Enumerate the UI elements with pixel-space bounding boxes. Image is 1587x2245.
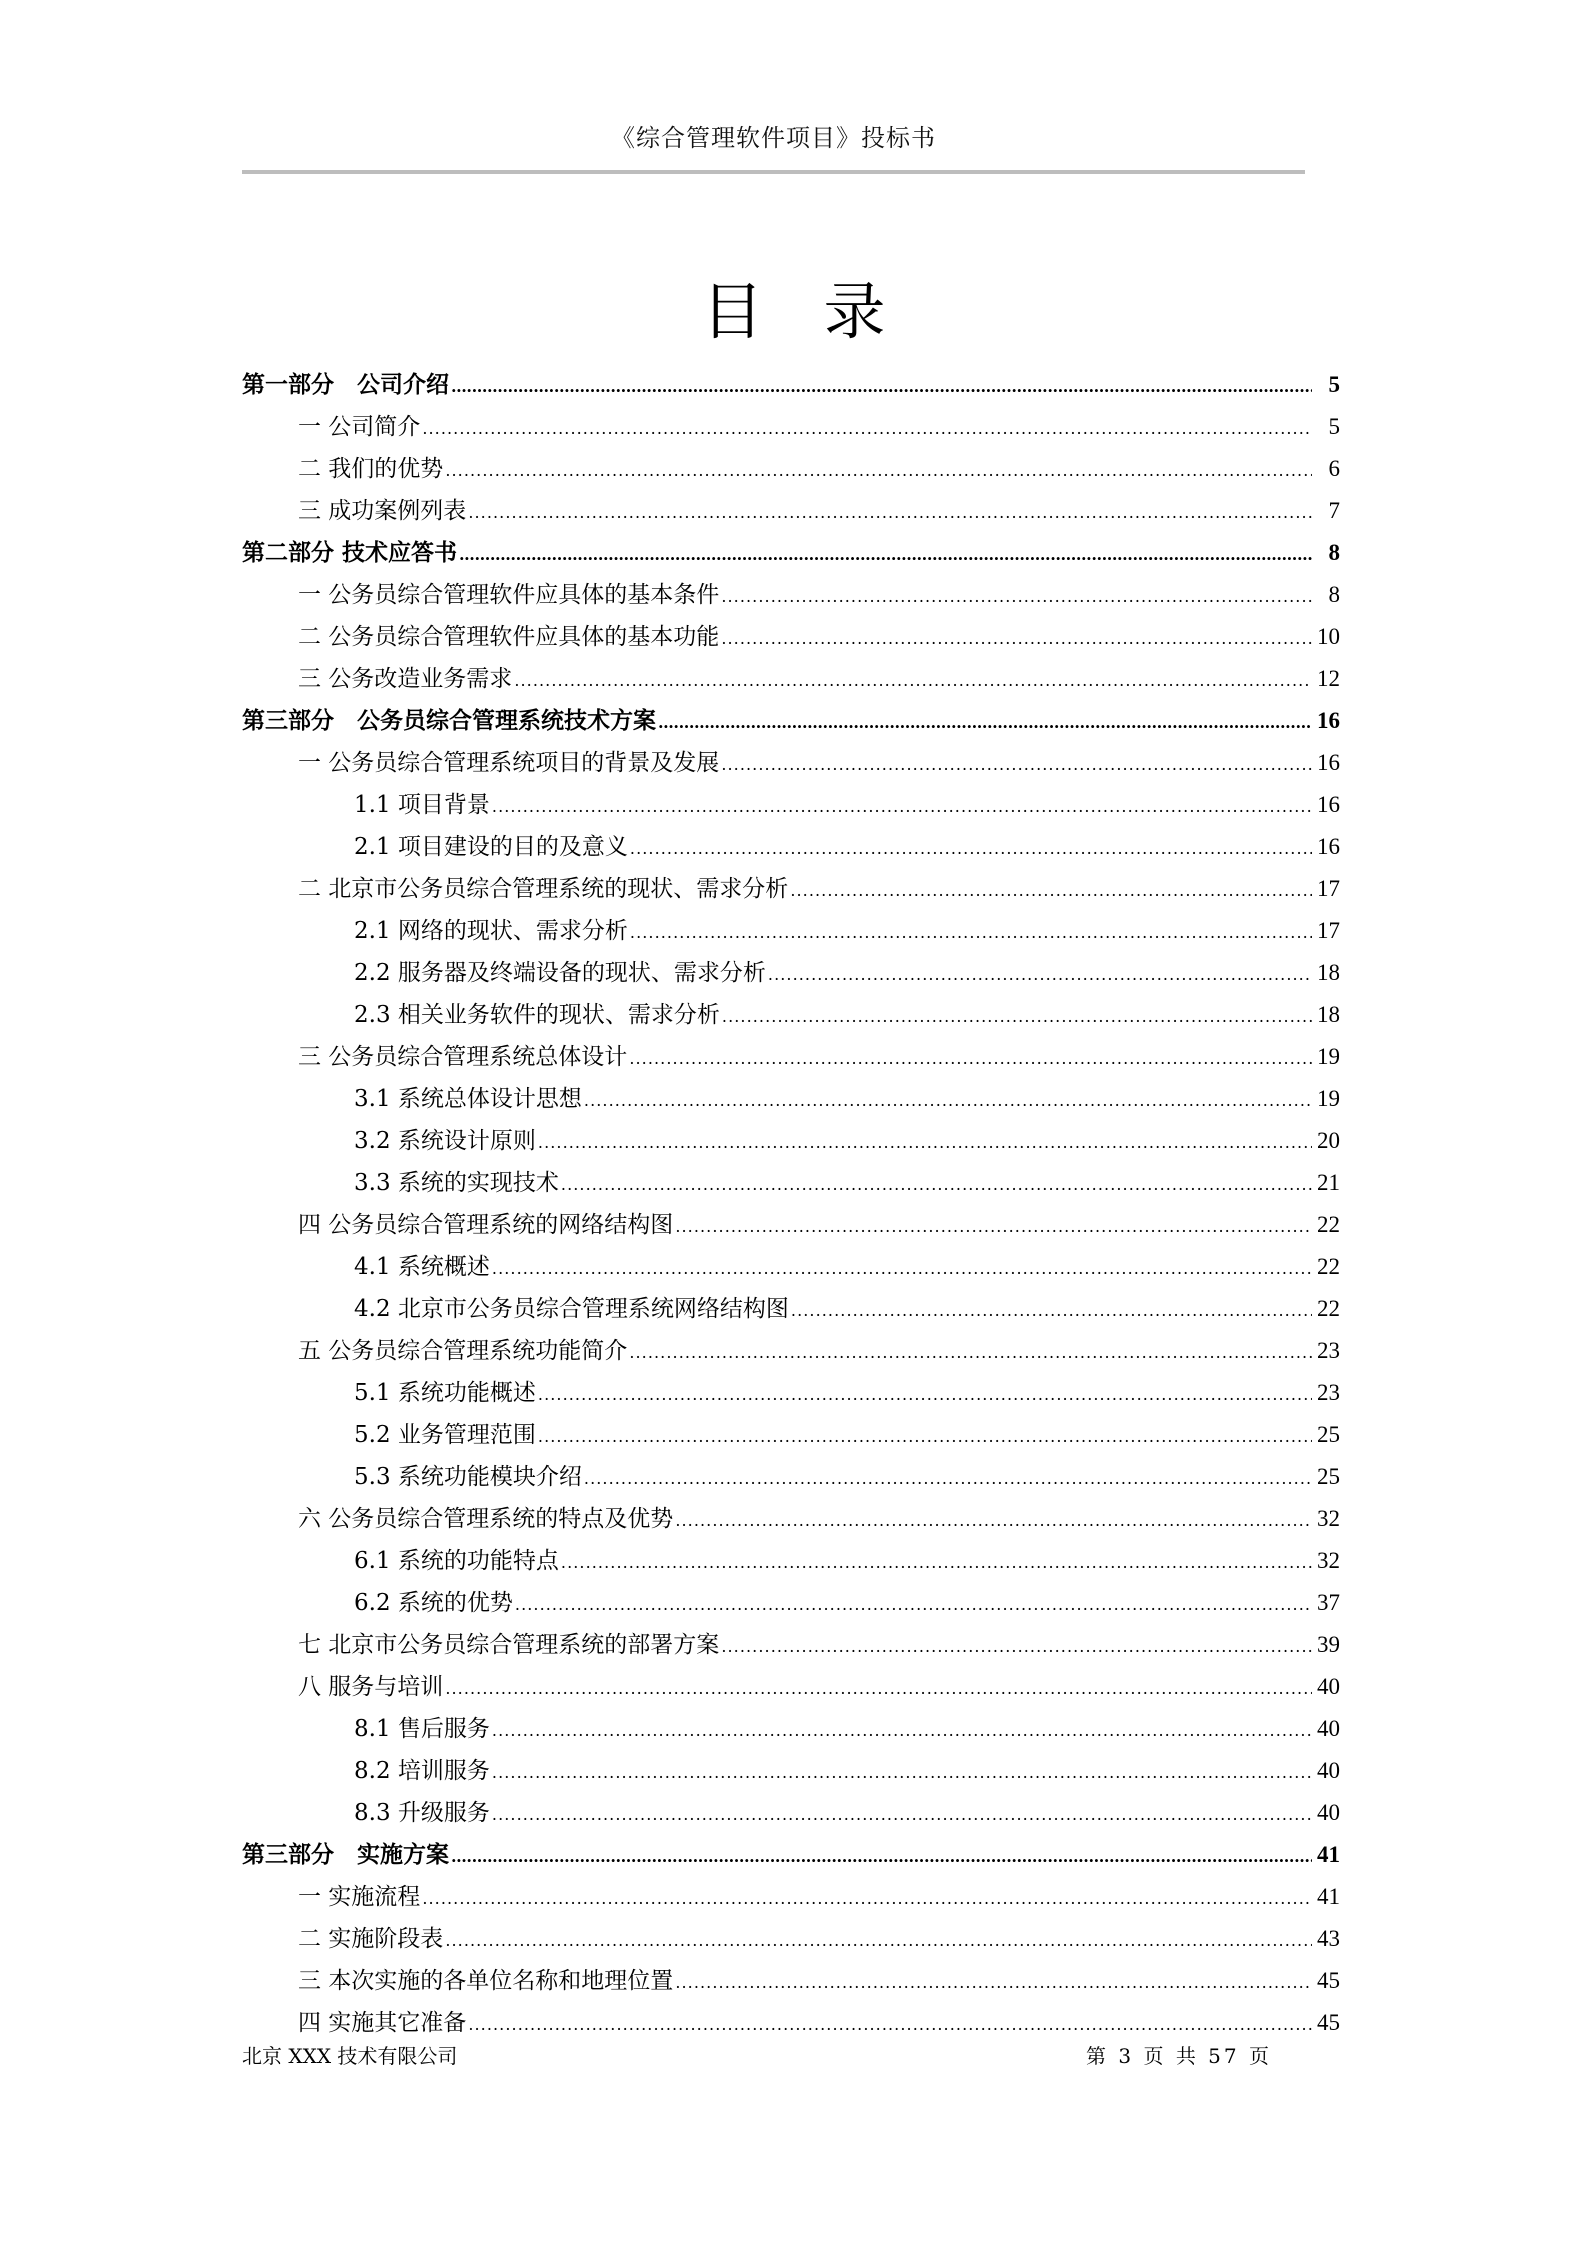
toc-entry-label: 第三部分 实施方案 bbox=[242, 1841, 449, 1868]
dot-leader bbox=[561, 1162, 1312, 1206]
toc-entry-label: 3.3 系统的实现技术 bbox=[354, 1170, 559, 1196]
toc-entry-label: 八 服务与培训 bbox=[298, 1674, 444, 1700]
dot-leader bbox=[584, 1456, 1312, 1500]
toc-entry-label: 4.2 北京市公务员综合管理系统网络结构图 bbox=[354, 1296, 789, 1322]
toc-title: 目录 bbox=[701, 275, 946, 348]
dot-leader bbox=[459, 532, 1312, 576]
toc-entry-label: 1.1 项目背景 bbox=[354, 792, 490, 818]
toc-entry-label: 6.1 系统的功能特点 bbox=[354, 1548, 559, 1574]
dot-leader bbox=[468, 490, 1312, 534]
toc-entry-page-number: 25 bbox=[1317, 1464, 1340, 1489]
dot-leader bbox=[492, 1708, 1312, 1752]
toc-entry-label: 2.2 服务器及终端设备的现状、需求分析 bbox=[354, 960, 766, 986]
dot-leader bbox=[538, 1120, 1312, 1164]
toc-entry-label: 五 公务员综合管理系统功能简介 bbox=[298, 1338, 628, 1364]
dot-leader bbox=[445, 1918, 1312, 1962]
toc-entry[interactable] bbox=[242, 1288, 1340, 1330]
toc-entry[interactable] bbox=[242, 952, 1340, 994]
toc-entry[interactable] bbox=[242, 1708, 1340, 1750]
toc-entry-page-number: 16 bbox=[1317, 792, 1340, 817]
toc-entry[interactable] bbox=[242, 1078, 1340, 1120]
toc-entry-page-number: 18 bbox=[1317, 960, 1340, 985]
toc-entry[interactable] bbox=[242, 1120, 1340, 1162]
toc-entry[interactable] bbox=[242, 700, 1340, 742]
dot-leader bbox=[790, 868, 1312, 912]
dot-leader bbox=[630, 826, 1312, 870]
toc-entry-page-number: 16 bbox=[1317, 750, 1340, 775]
toc-entry-label: 8.2 培训服务 bbox=[354, 1758, 490, 1784]
toc-entry-label: 三 公务改造业务需求 bbox=[298, 666, 513, 692]
toc-entry-label: 四 实施其它准备 bbox=[298, 2010, 467, 2036]
dot-leader bbox=[451, 364, 1312, 408]
page-header-title: 《综合管理软件项目》投标书 bbox=[611, 124, 936, 152]
toc-entry[interactable] bbox=[242, 826, 1340, 868]
toc-entry-label: 2.1 网络的现状、需求分析 bbox=[354, 918, 628, 944]
dot-leader bbox=[422, 1876, 1312, 1920]
toc-entry-label: 二 公务员综合管理软件应具体的基本功能 bbox=[298, 624, 720, 650]
toc-entry[interactable] bbox=[242, 1498, 1340, 1540]
toc-entry[interactable] bbox=[242, 1876, 1340, 1918]
toc-entry-label: 一 实施流程 bbox=[298, 1884, 421, 1910]
dot-leader bbox=[584, 1078, 1312, 1122]
toc-entry[interactable] bbox=[242, 1918, 1340, 1960]
toc-entry[interactable] bbox=[242, 784, 1340, 826]
toc-entry-label: 5.2 业务管理范围 bbox=[354, 1422, 536, 1448]
toc-entry-label: 6.2 系统的优势 bbox=[354, 1590, 513, 1616]
dot-leader bbox=[422, 406, 1312, 450]
toc-entry[interactable] bbox=[242, 1624, 1340, 1666]
dot-leader bbox=[538, 1414, 1312, 1458]
dot-leader bbox=[561, 1540, 1312, 1584]
dot-leader bbox=[492, 1792, 1312, 1836]
dot-leader bbox=[675, 1498, 1312, 1542]
toc-entry-label: 三 公务员综合管理系统总体设计 bbox=[298, 1044, 628, 1070]
dot-leader bbox=[514, 658, 1312, 702]
toc-entry[interactable] bbox=[242, 1666, 1340, 1708]
toc-entry-label: 一 公务员综合管理软件应具体的基本条件 bbox=[298, 582, 720, 608]
dot-leader bbox=[515, 1582, 1312, 1626]
toc-entry-page-number: 7 bbox=[1328, 498, 1340, 523]
toc-entry-page-number: 39 bbox=[1317, 1632, 1340, 1657]
toc-entry[interactable] bbox=[242, 1834, 1340, 1876]
toc-entry[interactable] bbox=[242, 1960, 1340, 2002]
toc-entry-page-number: 32 bbox=[1317, 1506, 1340, 1531]
toc-entry[interactable] bbox=[242, 1750, 1340, 1792]
toc-entry-page-number: 5 bbox=[1328, 414, 1340, 439]
dot-leader bbox=[721, 1624, 1312, 1668]
toc-entry-label: 二 北京市公务员综合管理系统的现状、需求分析 bbox=[298, 876, 789, 902]
toc-entry-page-number: 25 bbox=[1317, 1422, 1340, 1447]
toc-entry-page-number: 16 bbox=[1317, 708, 1340, 733]
toc-entry[interactable] bbox=[242, 1414, 1340, 1456]
toc-entry[interactable] bbox=[242, 406, 1340, 448]
toc-entry-page-number: 43 bbox=[1317, 1926, 1340, 1951]
toc-entry[interactable] bbox=[242, 2002, 1340, 2044]
toc-entry-label: 一 公司简介 bbox=[298, 414, 421, 440]
toc-entry-page-number: 20 bbox=[1317, 1128, 1340, 1153]
toc-entry-page-number: 17 bbox=[1317, 918, 1340, 943]
toc-entry-page-number: 40 bbox=[1317, 1758, 1340, 1783]
toc-entry[interactable] bbox=[242, 1372, 1340, 1414]
toc-entry-page-number: 21 bbox=[1317, 1170, 1340, 1195]
toc-entry[interactable] bbox=[242, 1330, 1340, 1372]
toc-entry[interactable] bbox=[242, 490, 1340, 532]
page-footer bbox=[242, 2040, 1272, 2069]
toc-entry-page-number: 37 bbox=[1317, 1590, 1340, 1615]
toc-entry[interactable] bbox=[242, 448, 1340, 490]
table-of-contents bbox=[242, 364, 1340, 2044]
toc-entry-label: 2.3 相关业务软件的现状、需求分析 bbox=[354, 1002, 720, 1028]
footer-page-info: 第 3 页 共 57 页 bbox=[1086, 2044, 1272, 2068]
dot-leader bbox=[721, 742, 1312, 786]
toc-entry-label: 一 公务员综合管理系统项目的背景及发展 bbox=[298, 750, 720, 776]
toc-entry-label: 5.3 系统功能模块介绍 bbox=[354, 1464, 582, 1490]
toc-entry-page-number: 18 bbox=[1317, 1002, 1340, 1027]
toc-entry-label: 三 成功案例列表 bbox=[298, 498, 467, 524]
toc-entry-label: 5.1 系统功能概述 bbox=[354, 1380, 536, 1406]
toc-entry-page-number: 8 bbox=[1328, 540, 1340, 565]
dot-leader bbox=[629, 1330, 1312, 1374]
toc-entry-label: 3.2 系统设计原则 bbox=[354, 1128, 536, 1154]
toc-entry-label: 第一部分 公司介绍 bbox=[242, 371, 449, 398]
toc-entry-page-number: 17 bbox=[1317, 876, 1340, 901]
toc-entry-page-number: 10 bbox=[1317, 624, 1340, 649]
header-divider bbox=[242, 170, 1305, 174]
toc-entry[interactable] bbox=[242, 574, 1340, 616]
toc-entry-page-number: 19 bbox=[1317, 1086, 1340, 1111]
toc-entry[interactable] bbox=[242, 868, 1340, 910]
toc-entry[interactable] bbox=[242, 658, 1340, 700]
dot-leader bbox=[445, 1666, 1312, 1710]
toc-entry-label: 3.1 系统总体设计思想 bbox=[354, 1086, 582, 1112]
toc-entry[interactable] bbox=[242, 742, 1340, 784]
dot-leader bbox=[768, 952, 1312, 996]
toc-entry-page-number: 22 bbox=[1317, 1254, 1340, 1279]
toc-entry[interactable] bbox=[242, 364, 1340, 406]
toc-entry[interactable] bbox=[242, 616, 1340, 658]
dot-leader bbox=[658, 700, 1312, 744]
dot-leader bbox=[629, 1036, 1312, 1080]
toc-entry-page-number: 45 bbox=[1317, 2010, 1340, 2035]
dot-leader bbox=[721, 616, 1312, 660]
toc-entry-page-number: 41 bbox=[1317, 1842, 1340, 1867]
toc-entry-label: 第三部分 公务员综合管理系统技术方案 bbox=[242, 707, 656, 734]
dot-leader bbox=[675, 1204, 1312, 1248]
toc-entry-page-number: 6 bbox=[1328, 456, 1340, 481]
toc-entry[interactable] bbox=[242, 1540, 1340, 1582]
toc-entry-label: 三 本次实施的各单位名称和地理位置 bbox=[298, 1968, 674, 1994]
dot-leader bbox=[791, 1288, 1312, 1332]
dot-leader bbox=[492, 1246, 1312, 1290]
toc-entry-label: 8.1 售后服务 bbox=[354, 1716, 490, 1742]
toc-entry[interactable] bbox=[242, 1204, 1340, 1246]
toc-entry-label: 六 公务员综合管理系统的特点及优势 bbox=[298, 1506, 674, 1532]
dot-leader bbox=[445, 448, 1312, 492]
toc-entry-page-number: 41 bbox=[1317, 1884, 1340, 1909]
footer-company: 北京 XXX 技术有限公司 bbox=[242, 2044, 458, 2068]
toc-entry-page-number: 40 bbox=[1317, 1800, 1340, 1825]
toc-entry-page-number: 22 bbox=[1317, 1212, 1340, 1237]
toc-entry-page-number: 19 bbox=[1317, 1044, 1340, 1069]
dot-leader bbox=[722, 994, 1312, 1038]
toc-entry-label: 8.3 升级服务 bbox=[354, 1800, 490, 1826]
toc-entry-page-number: 32 bbox=[1317, 1548, 1340, 1573]
toc-entry[interactable] bbox=[242, 1456, 1340, 1498]
toc-entry[interactable] bbox=[242, 994, 1340, 1036]
dot-leader bbox=[721, 574, 1312, 618]
toc-entry-page-number: 5 bbox=[1328, 372, 1340, 397]
dot-leader bbox=[451, 1834, 1312, 1878]
toc-entry-page-number: 45 bbox=[1317, 1968, 1340, 1993]
toc-entry-page-number: 16 bbox=[1317, 834, 1340, 859]
toc-entry-label: 2.1 项目建设的目的及意义 bbox=[354, 834, 628, 860]
toc-entry[interactable] bbox=[242, 532, 1340, 574]
toc-entry[interactable] bbox=[242, 1036, 1340, 1078]
toc-entry-page-number: 23 bbox=[1317, 1338, 1340, 1363]
dot-leader bbox=[630, 910, 1312, 954]
toc-entry-label: 第二部分 技术应答书 bbox=[242, 539, 458, 566]
toc-entry-page-number: 40 bbox=[1317, 1674, 1340, 1699]
toc-entry-label: 二 实施阶段表 bbox=[298, 1926, 444, 1952]
toc-entry-page-number: 22 bbox=[1317, 1296, 1340, 1321]
toc-entry[interactable] bbox=[242, 1582, 1340, 1624]
dot-leader bbox=[675, 1960, 1312, 2004]
toc-entry-label: 七 北京市公务员综合管理系统的部署方案 bbox=[298, 1632, 720, 1658]
toc-entry-label: 四 公务员综合管理系统的网络结构图 bbox=[298, 1212, 674, 1238]
dot-leader bbox=[538, 1372, 1312, 1416]
dot-leader bbox=[492, 784, 1312, 828]
toc-entry[interactable] bbox=[242, 1246, 1340, 1288]
dot-leader bbox=[492, 1750, 1312, 1794]
toc-entry-page-number: 12 bbox=[1317, 666, 1340, 691]
toc-entry-page-number: 23 bbox=[1317, 1380, 1340, 1405]
toc-entry[interactable] bbox=[242, 1792, 1340, 1834]
toc-entry-label: 二 我们的优势 bbox=[298, 456, 444, 482]
toc-entry-page-number: 40 bbox=[1317, 1716, 1340, 1741]
toc-entry[interactable] bbox=[242, 910, 1340, 952]
toc-entry-label: 4.1 系统概述 bbox=[354, 1254, 490, 1280]
toc-entry[interactable] bbox=[242, 1162, 1340, 1204]
toc-entry-page-number: 8 bbox=[1328, 582, 1340, 607]
